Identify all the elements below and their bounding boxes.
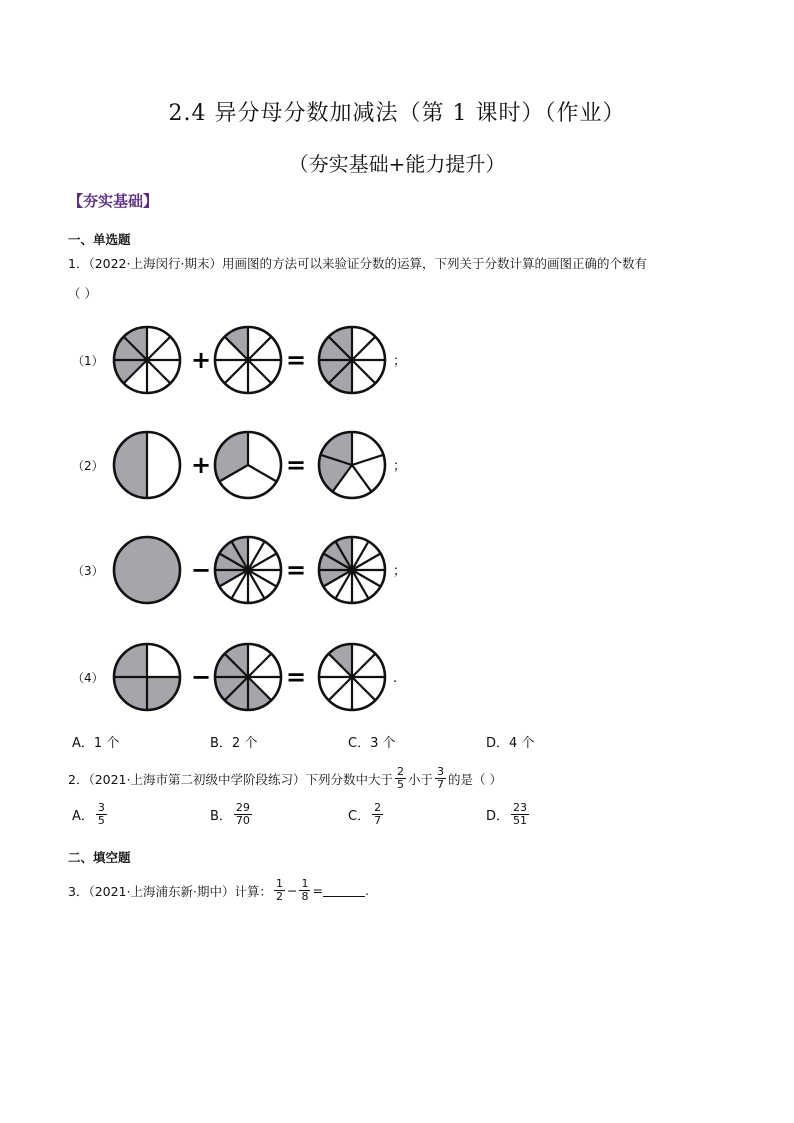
q2-option-letter: B． — [210, 809, 232, 824]
q2-option-num: 2 — [374, 801, 382, 814]
q3-minus: − — [286, 883, 298, 898]
q2-option-den: 51 — [513, 814, 528, 827]
operator-symbol: + — [190, 346, 212, 374]
equals-symbol: = — [285, 451, 307, 479]
circle-operand-2 — [215, 537, 281, 603]
q2-option-den: 5 — [97, 814, 105, 827]
operator-symbol: − — [190, 556, 212, 584]
circle-operand-1 — [114, 644, 180, 710]
q3-stem — [68, 878, 369, 903]
part2-heading: 二、填空题 — [68, 850, 131, 865]
circle-operand-1 — [114, 537, 180, 603]
q1-line1: 1．（2022·上海闵行·期末）用画图的方法可以来验证分数的运算，下列关于分数计算的画图正确的个数有 — [68, 256, 647, 271]
row-end-punctuation: ； — [393, 564, 407, 579]
q2-option-fraction — [372, 802, 383, 827]
figure-row-4 — [0, 637, 420, 717]
q3-f2-den: 8 — [301, 890, 309, 903]
figure-row-label: （2） — [72, 459, 104, 473]
row-end-punctuation: ； — [393, 459, 407, 474]
document-subtitle: （夯实基础+能力提升） — [288, 152, 506, 176]
q2-option-letter: C． — [348, 809, 371, 824]
q2-suffix: 的是（ ） — [448, 771, 502, 787]
q2-option-den: 70 — [235, 814, 250, 827]
figure-row-svg — [0, 637, 420, 717]
document-title: 2.4 异分母分数加减法（第 1 课时）（作业） — [168, 101, 626, 126]
q2-f1-den: 5 — [397, 778, 404, 791]
figure-row-svg — [0, 320, 420, 400]
q3-f2-num: 1 — [301, 877, 309, 890]
q2-option-letter: A． — [72, 809, 94, 824]
q2-mid: 小于 — [408, 771, 434, 787]
circle-operand-1 — [114, 432, 180, 498]
q2-fraction-lower — [395, 766, 406, 791]
q3-prefix: 3．（2021·上海浦东新·期中）计算： — [68, 883, 272, 899]
q2-option-fraction — [96, 802, 107, 827]
q2-option-c — [348, 802, 385, 827]
circle-operand-2 — [215, 644, 281, 710]
row-end-punctuation: . — [393, 671, 398, 686]
operator-symbol: + — [190, 451, 212, 479]
figure-row-2 — [0, 425, 420, 505]
shaded-sector — [114, 432, 147, 498]
q2-option-den: 7 — [374, 814, 382, 827]
operator-symbol: − — [190, 663, 212, 691]
q2-option-num: 3 — [97, 801, 105, 814]
circle-operand-2 — [215, 327, 281, 393]
q3-f1-num: 1 — [275, 877, 283, 890]
figure-row-label: （3） — [72, 564, 104, 578]
q2-f1-num: 2 — [397, 765, 404, 778]
q1-option-a: A．1 个 — [72, 736, 120, 751]
q2-stem — [68, 766, 502, 791]
q2-option-d — [486, 802, 531, 827]
q3-answer-blank[interactable] — [323, 884, 365, 897]
q2-f2-num: 3 — [437, 765, 445, 778]
figure-row-label: （4） — [72, 671, 104, 685]
q2-option-num: 23 — [513, 801, 528, 814]
q3-equals: = — [312, 883, 323, 898]
q2-f2-den: 7 — [437, 778, 445, 791]
figure-row-svg — [0, 530, 420, 610]
q2-option-fraction — [234, 802, 252, 827]
q2-prefix: 2．（2021·上海市第二初级中学阶段练习）下列分数中大于 — [68, 771, 393, 787]
q1-option-b: B．2 个 — [210, 736, 258, 751]
q1-line2: （ ） — [68, 286, 97, 301]
equals-symbol: = — [285, 663, 307, 691]
q2-option-a — [72, 802, 109, 827]
q2-option-b — [210, 802, 254, 827]
circle-result — [319, 537, 385, 603]
section-tag: 【夯实基础】 — [68, 192, 159, 210]
figure-row-label: （1） — [72, 354, 104, 368]
figure-row-3 — [0, 530, 420, 610]
q3-suffix: . — [364, 883, 369, 898]
q2-fraction-upper — [435, 766, 446, 791]
figure-row-1 — [0, 320, 420, 400]
q3-fraction-2 — [299, 878, 310, 903]
equals-symbol: = — [285, 556, 307, 584]
circle-operand-2 — [215, 432, 281, 498]
q1-option-c: C．3 个 — [348, 736, 396, 751]
equals-symbol: = — [285, 346, 307, 374]
circle-result — [319, 644, 385, 710]
figure-row-svg — [0, 425, 420, 505]
circle-result — [319, 327, 385, 393]
q2-option-letter: D． — [486, 809, 510, 824]
part1-heading: 一、单选题 — [68, 232, 131, 247]
q3-fraction-1 — [274, 878, 285, 903]
q2-option-fraction — [511, 802, 529, 827]
circle-operand-1 — [114, 327, 180, 393]
q3-f1-den: 2 — [275, 890, 283, 903]
q2-option-num: 29 — [235, 801, 250, 814]
row-end-punctuation: ； — [393, 354, 407, 369]
circle-result — [319, 432, 385, 498]
q1-option-d: D．4 个 — [486, 736, 535, 751]
